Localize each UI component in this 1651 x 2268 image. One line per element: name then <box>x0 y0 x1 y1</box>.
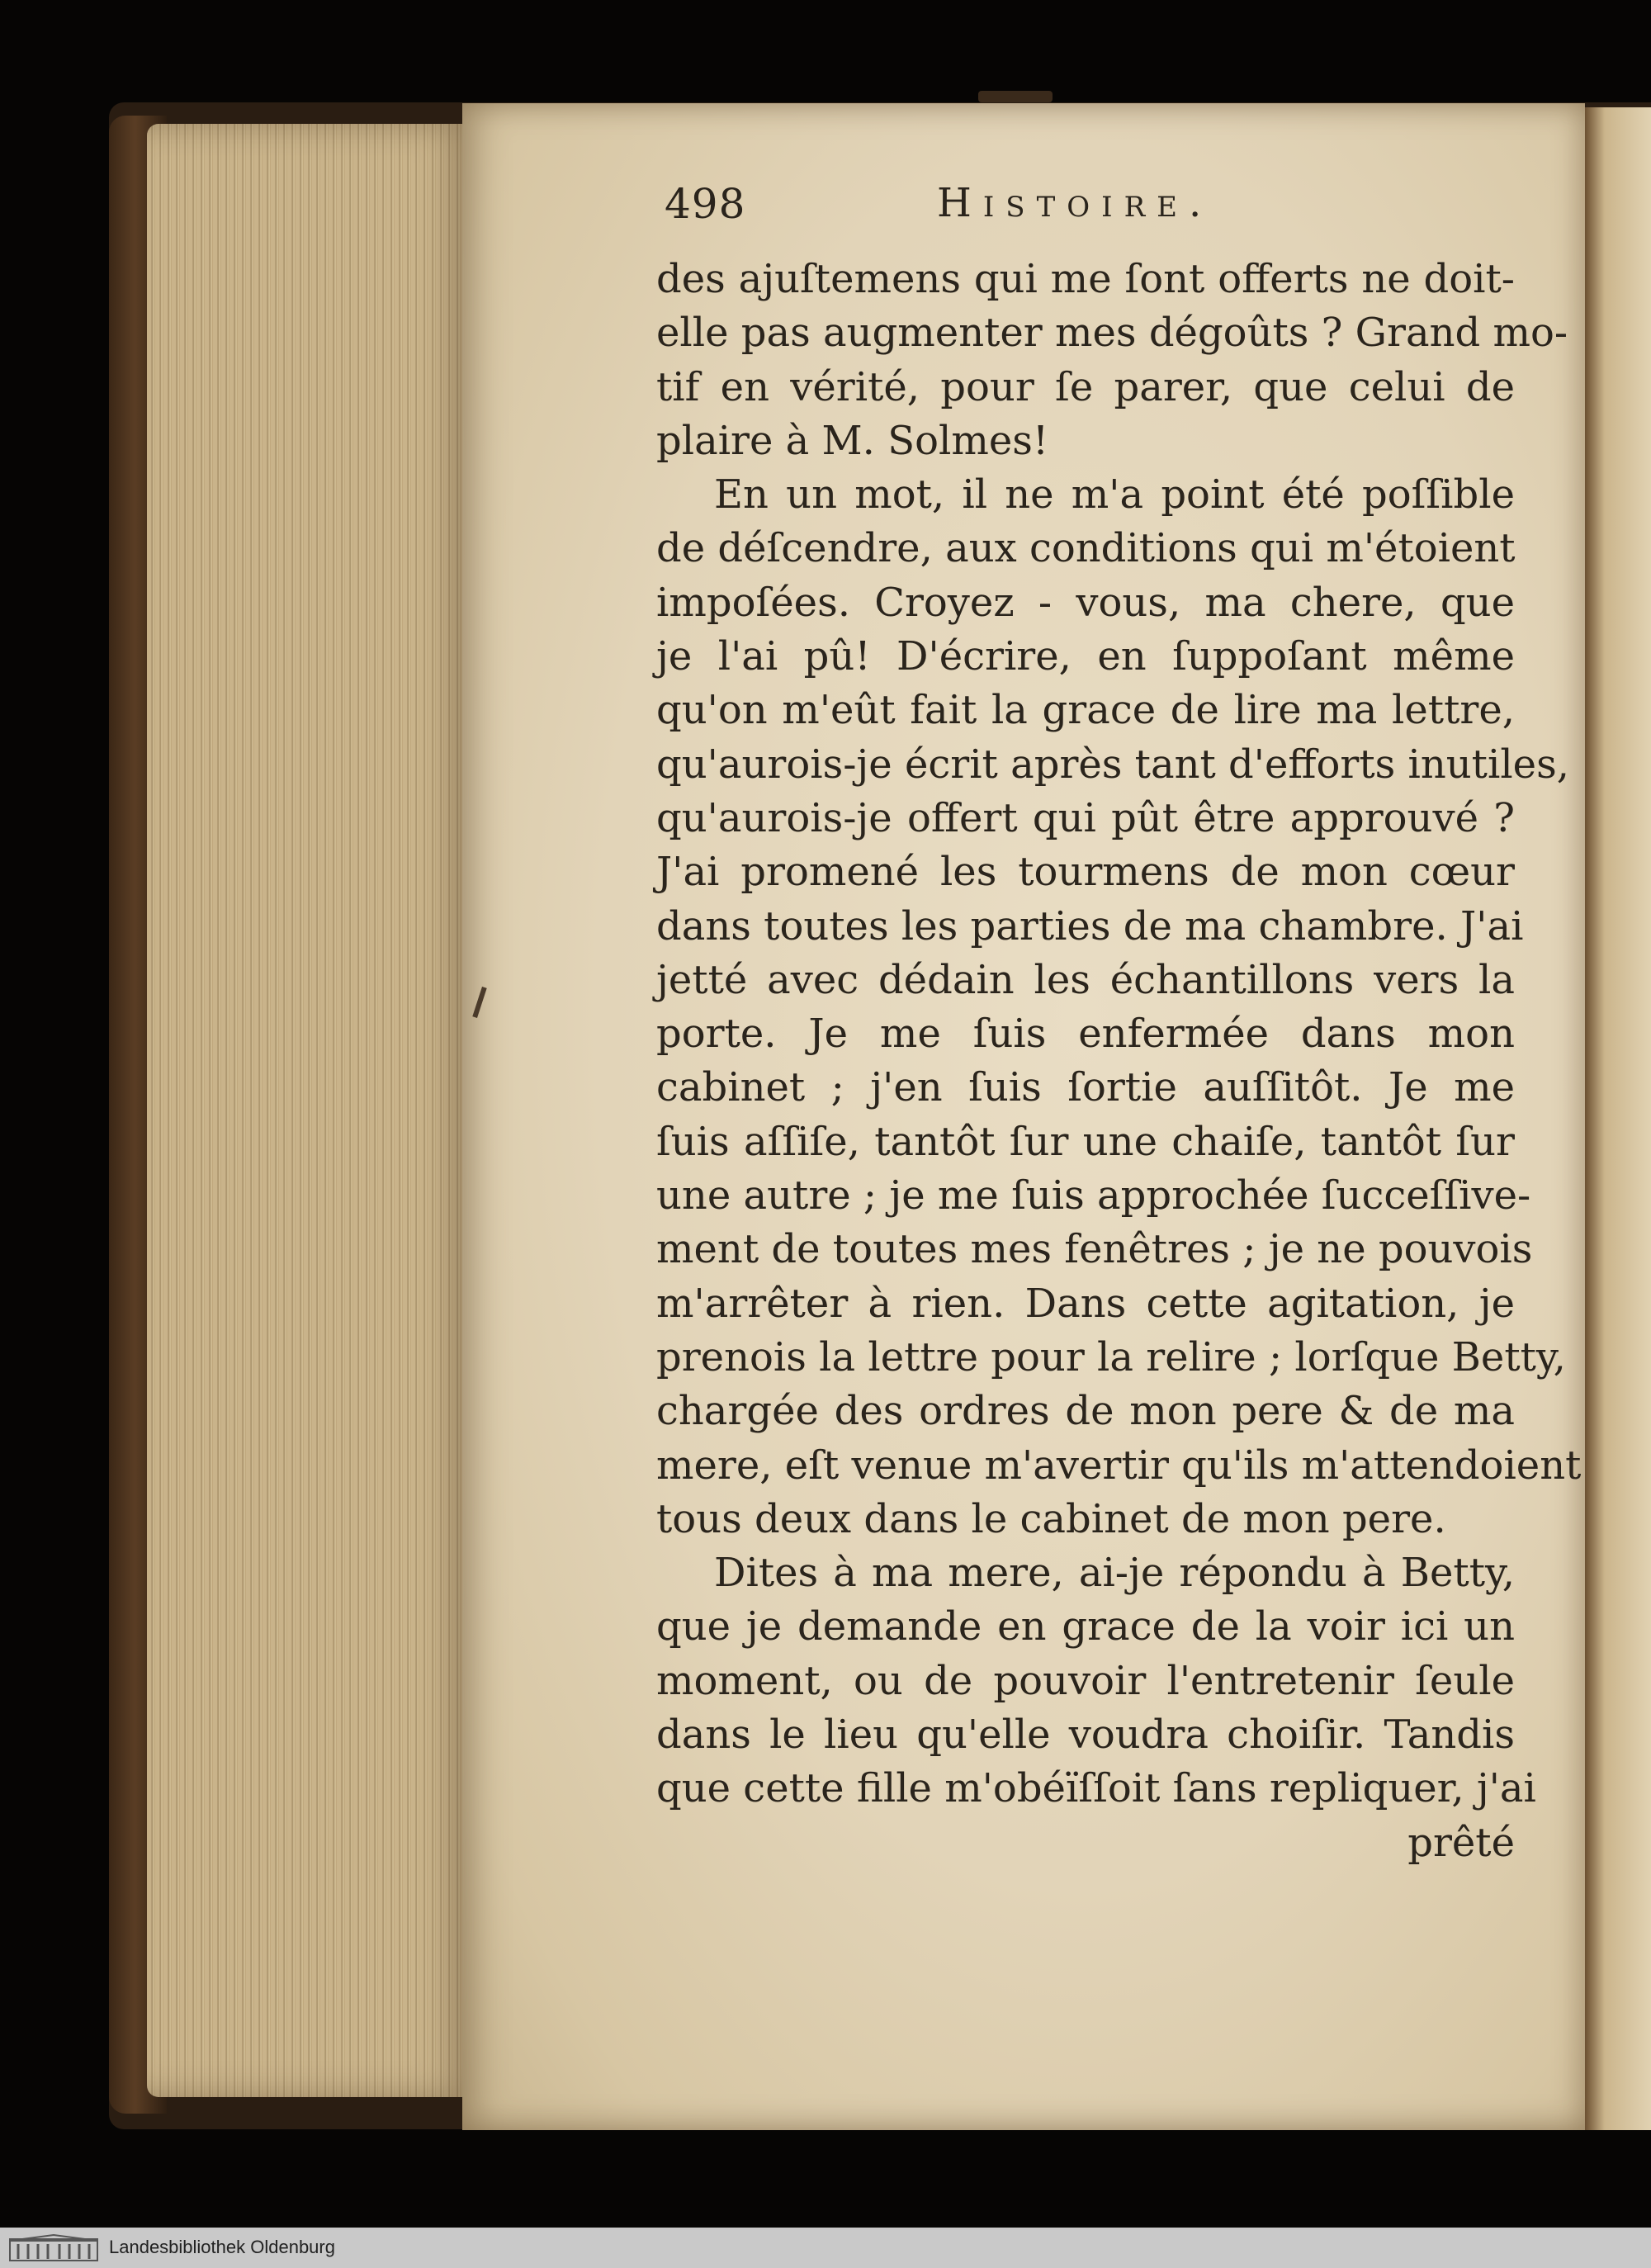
text-line: chargée des ordres de mon pere & de ma <box>656 1388 1515 1435</box>
text-line: tous deux dans le cabinet de mon pere. <box>656 1495 1446 1542</box>
text-line: que je demande en grace de la voir ici un <box>656 1603 1515 1650</box>
text-line: tif en vérité, pour ſe parer, que celui de <box>656 363 1515 410</box>
text-line: impoſées. Croyez - vous, ma chere, que <box>656 579 1515 626</box>
binding-tab <box>978 91 1053 102</box>
text-line: cabinet ; j'en ſuis ſortie auſſitôt. Je me <box>656 1064 1515 1111</box>
text-line: porte. Je me ſuis enfermée dans mon <box>656 1011 1515 1058</box>
page-number: 498 <box>665 180 746 228</box>
text-line: J'ai promené les tourmens de mon cœur <box>656 849 1515 896</box>
text-line: des ajuſtemens qui me ſont offerts ne doit- <box>656 256 1515 302</box>
text-line: En un mot, il ne m'a point été poſſible <box>714 471 1515 518</box>
text-line: prenois la lettre pour la relire ; lorſque Betty, <box>656 1333 1566 1380</box>
text-line: dans le lieu qu'elle voudra choiſir. Tandis <box>656 1712 1515 1759</box>
page-text-block <box>656 180 1582 1870</box>
text-line: qu'aurois-je offert qui pût être approuvé ? <box>656 794 1515 841</box>
text-line: elle pas augmenter mes dégoûts ? Grand mo- <box>656 310 1568 357</box>
text-line: jetté avec dédain les échantillons vers la <box>656 956 1515 1003</box>
text-line: une autre ; je me ſuis approchée ſucceſſive- <box>656 1172 1531 1219</box>
text-line: m'arrêter à rien. Dans cette agitation, je <box>656 1280 1515 1327</box>
page-block-edges <box>147 124 477 2097</box>
text-line: moment, ou de pouvoir l'entretenir ſeule <box>656 1657 1515 1704</box>
running-title: Histoire. <box>937 180 1213 226</box>
text-line: ment de toutes mes fenêtres ; je ne pouvois <box>656 1226 1533 1273</box>
facing-page-edge <box>1585 107 1651 2130</box>
text-line: Dites à ma mere, ai-je répondu à Betty, <box>714 1550 1515 1597</box>
text-line: mere, eſt venue m'avertir qu'ils m'attendoient <box>656 1442 1582 1489</box>
text-line: plaire à M. Solmes! <box>656 417 1049 464</box>
text-line: que cette fille m'obéïſſoit ſans repliquer, j'ai <box>656 1765 1536 1812</box>
text-line: de déſcendre, aux conditions qui m'étoient <box>656 525 1516 572</box>
running-head <box>656 180 1515 253</box>
library-building-icon <box>8 2234 99 2262</box>
text-line: ſuis aſſiſe, tantôt ſur une chaiſe, tantôt ſur <box>656 1118 1515 1165</box>
text-line: qu'on m'eût fait la grace de lire ma lettre, <box>656 687 1515 734</box>
text-line: qu'aurois-je écrit après tant d'efforts inutiles, <box>656 741 1569 788</box>
footer-bar <box>0 2228 1651 2268</box>
library-name: Landesbibliothek Oldenburg <box>109 2237 335 2257</box>
text-line: je l'ai pû! D'écrire, en ſuppoſant même <box>656 633 1515 680</box>
catchword: prêté <box>1407 1819 1515 1866</box>
text-line: dans toutes les parties de ma chambre. J'ai <box>656 902 1524 949</box>
